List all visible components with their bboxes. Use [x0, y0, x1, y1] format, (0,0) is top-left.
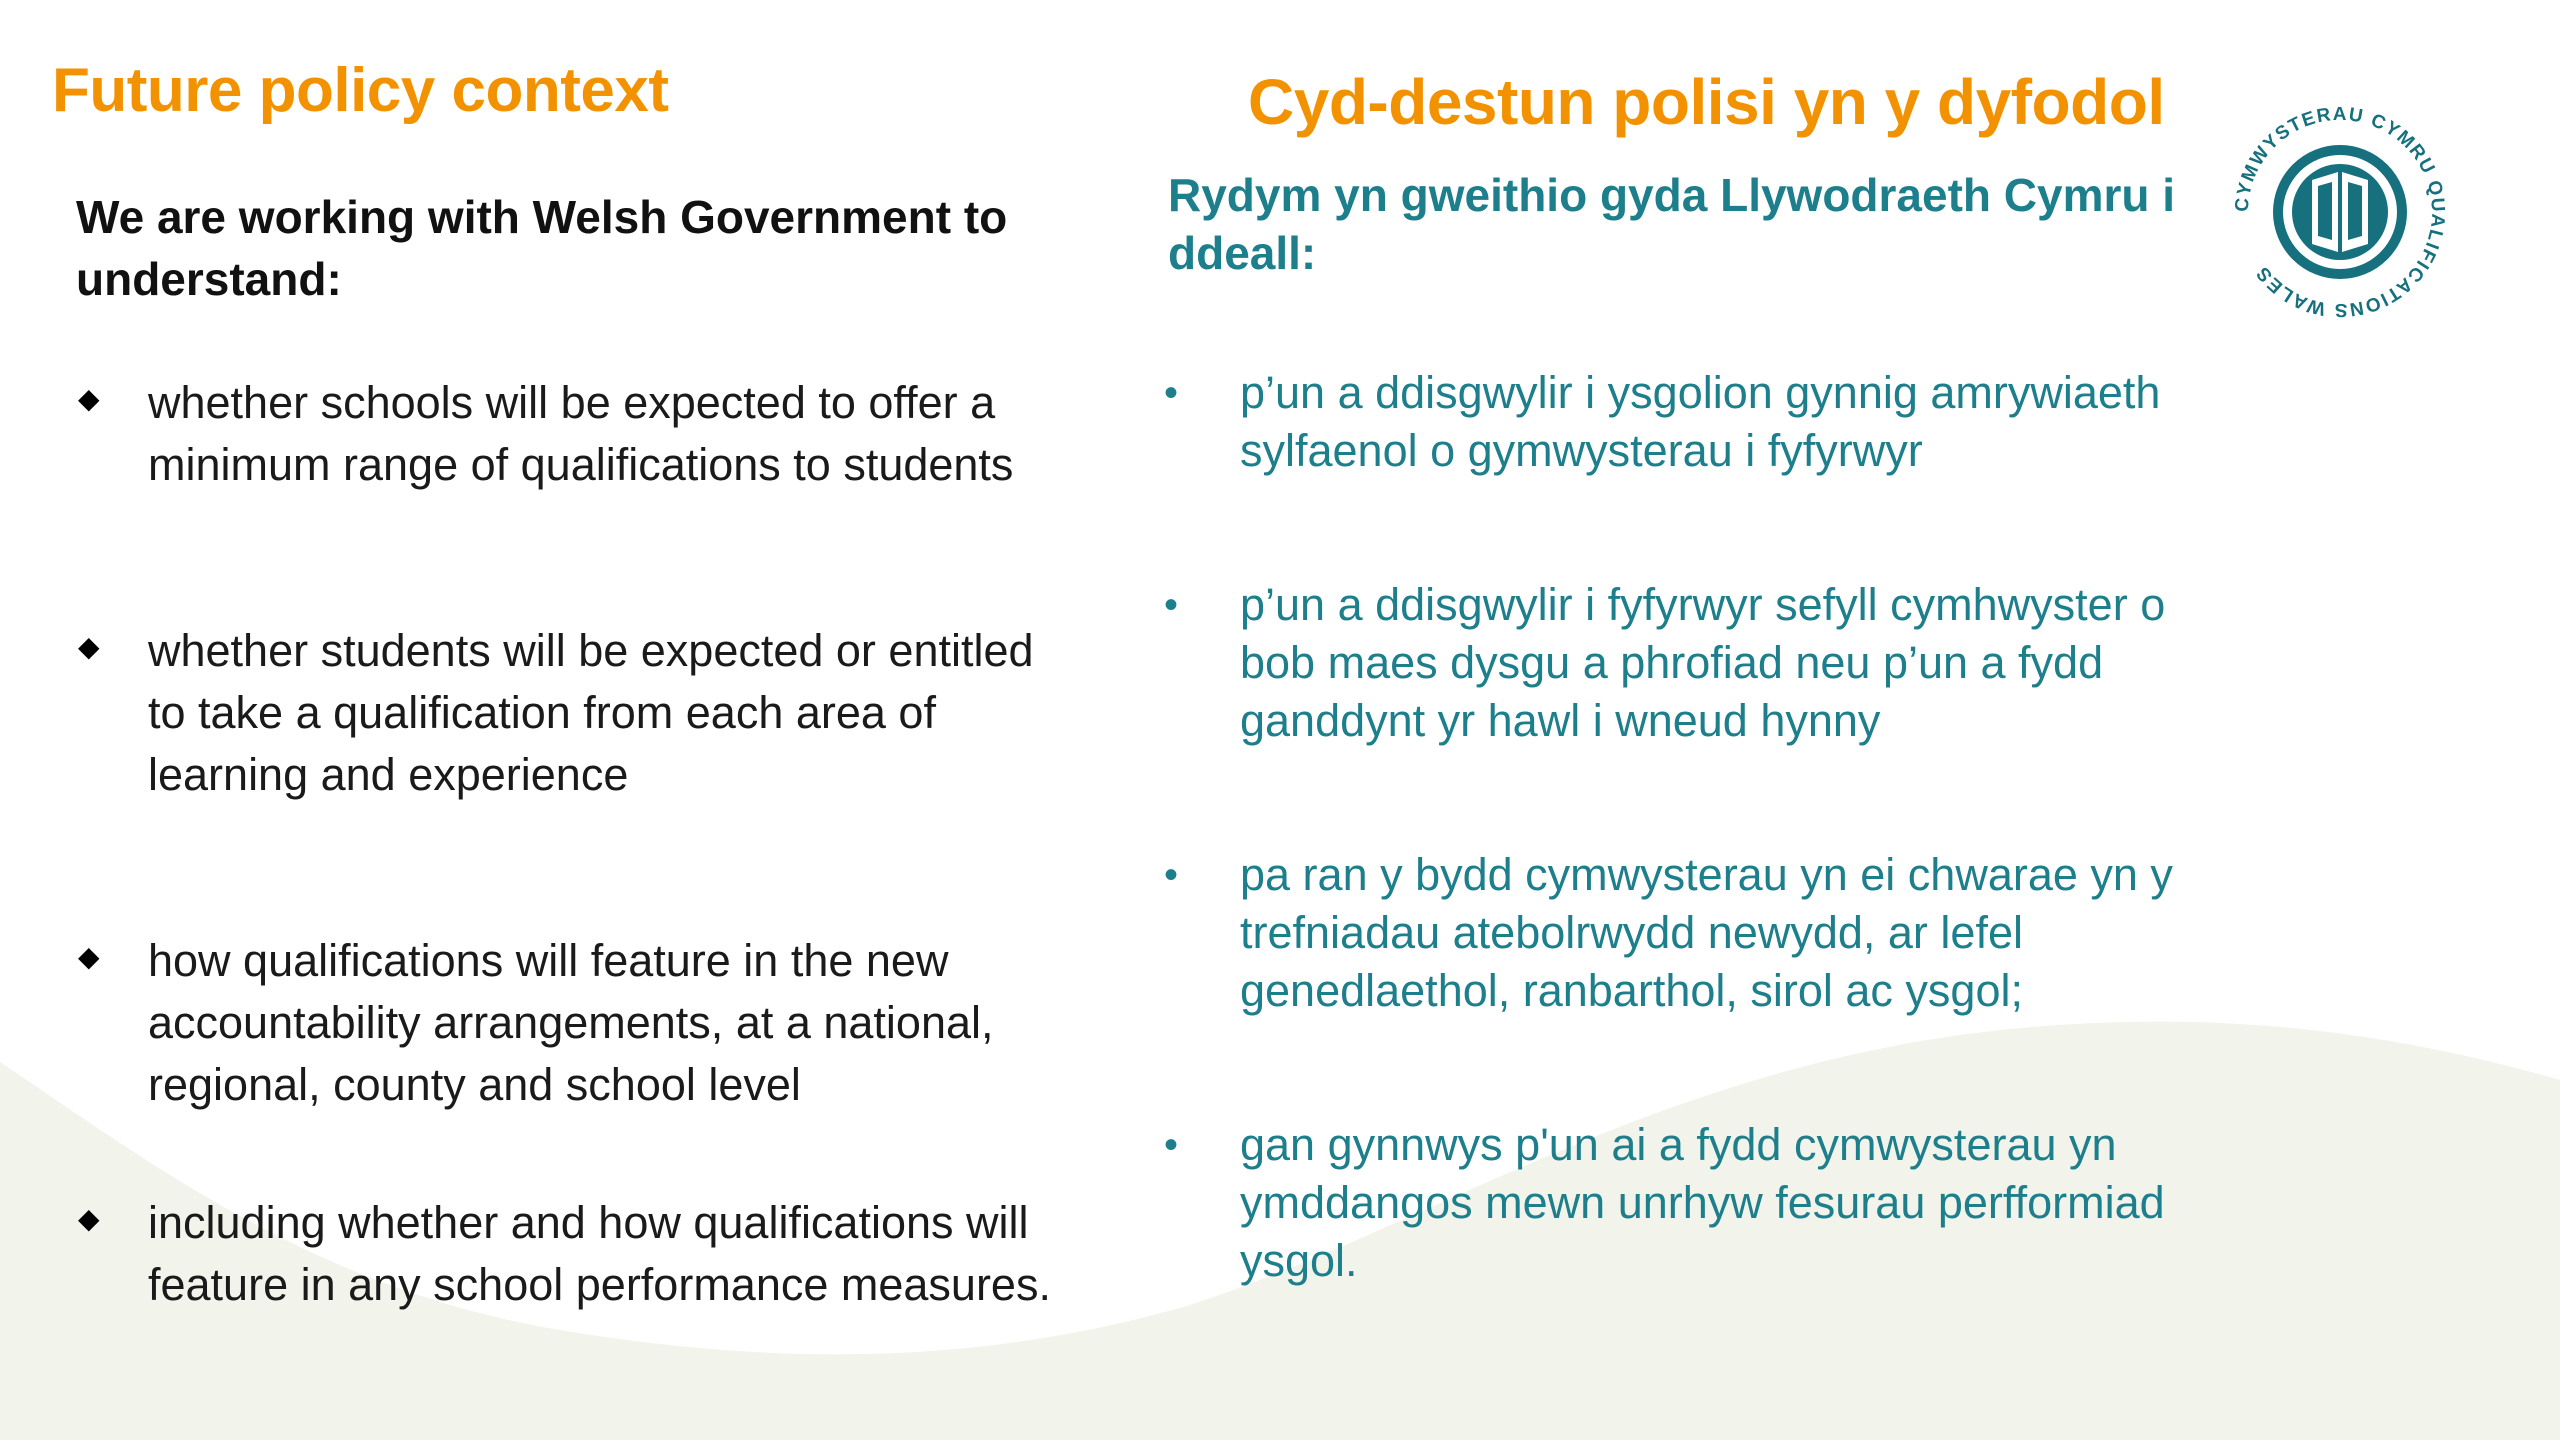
dot-bullet-icon: •: [1164, 371, 1179, 415]
qualifications-wales-logo: [2230, 102, 2450, 322]
welsh-title: Cyd-destun polisi yn y dyfodol: [1248, 66, 2165, 138]
dot-bullet-icon: •: [1164, 1123, 1179, 1167]
list-item: [78, 620, 1058, 806]
list-item: [78, 930, 1058, 1116]
list-item-text: p’un a ddisgwylir i fyfyrwyr sefyll cymhwyster o bob maes dysgu a phrofiad neu p’un a fydd ganddynt yr hawl i wneud hynny: [1240, 579, 2166, 746]
list-item-text: whether schools will be expected to offer a minimum range of qualifications to students: [148, 377, 1014, 490]
dot-bullet-icon: •: [1164, 853, 1179, 897]
list-item-text: including whether and how qualifications will feature in any school performance measures.: [148, 1197, 1051, 1310]
diamond-bullet-icon: ◆: [78, 383, 100, 414]
english-intro: We are working with Welsh Government to understand:: [76, 191, 1008, 305]
list-item-text: pa ran y bydd cymwysterau yn ei chwarae yn y trefniadau atebolrwydd newydd, ar lefel genedlaethol, ranbarthol, sirol ac ysgol;: [1240, 849, 2173, 1016]
list-item: [1164, 846, 2224, 1020]
diamond-bullet-icon: ◆: [78, 941, 100, 972]
diamond-bullet-icon: ◆: [78, 631, 100, 662]
logo-ring-text: CYMWYSTERAU CYMRU QUALIFICATIONS WALES: [2231, 103, 2449, 321]
list-item: [1164, 1116, 2224, 1290]
list-item-text: gan gynnwys p'un ai a fydd cymwysterau yn ymddangos mewn unrhyw fesurau perfformiad ysgol.: [1240, 1119, 2165, 1286]
list-item: [1164, 576, 2224, 750]
dot-bullet-icon: •: [1164, 583, 1179, 627]
welsh-intro: Rydym yn gweithio gyda Llywodraeth Cymru i ddeall:: [1168, 169, 2176, 279]
list-item: [1164, 364, 2224, 480]
english-title: Future policy context: [52, 56, 669, 125]
list-item-text: how qualifications will feature in the new accountability arrangements, at a national, regional, county and school level: [148, 935, 994, 1110]
list-item: [78, 1192, 1058, 1316]
list-item: [78, 372, 1058, 496]
welsh-bullet-list: [1164, 364, 2224, 1290]
english-bullet-list: [78, 372, 1058, 1316]
list-item-text: p’un a ddisgwylir i ysgolion gynnig amrywiaeth sylfaenol o gymwysterau i fyfyrwyr: [1240, 367, 2161, 476]
diamond-bullet-icon: ◆: [78, 1203, 100, 1234]
list-item-text: whether students will be expected or entitled to take a qualification from each area of learning and experience: [148, 625, 1034, 800]
